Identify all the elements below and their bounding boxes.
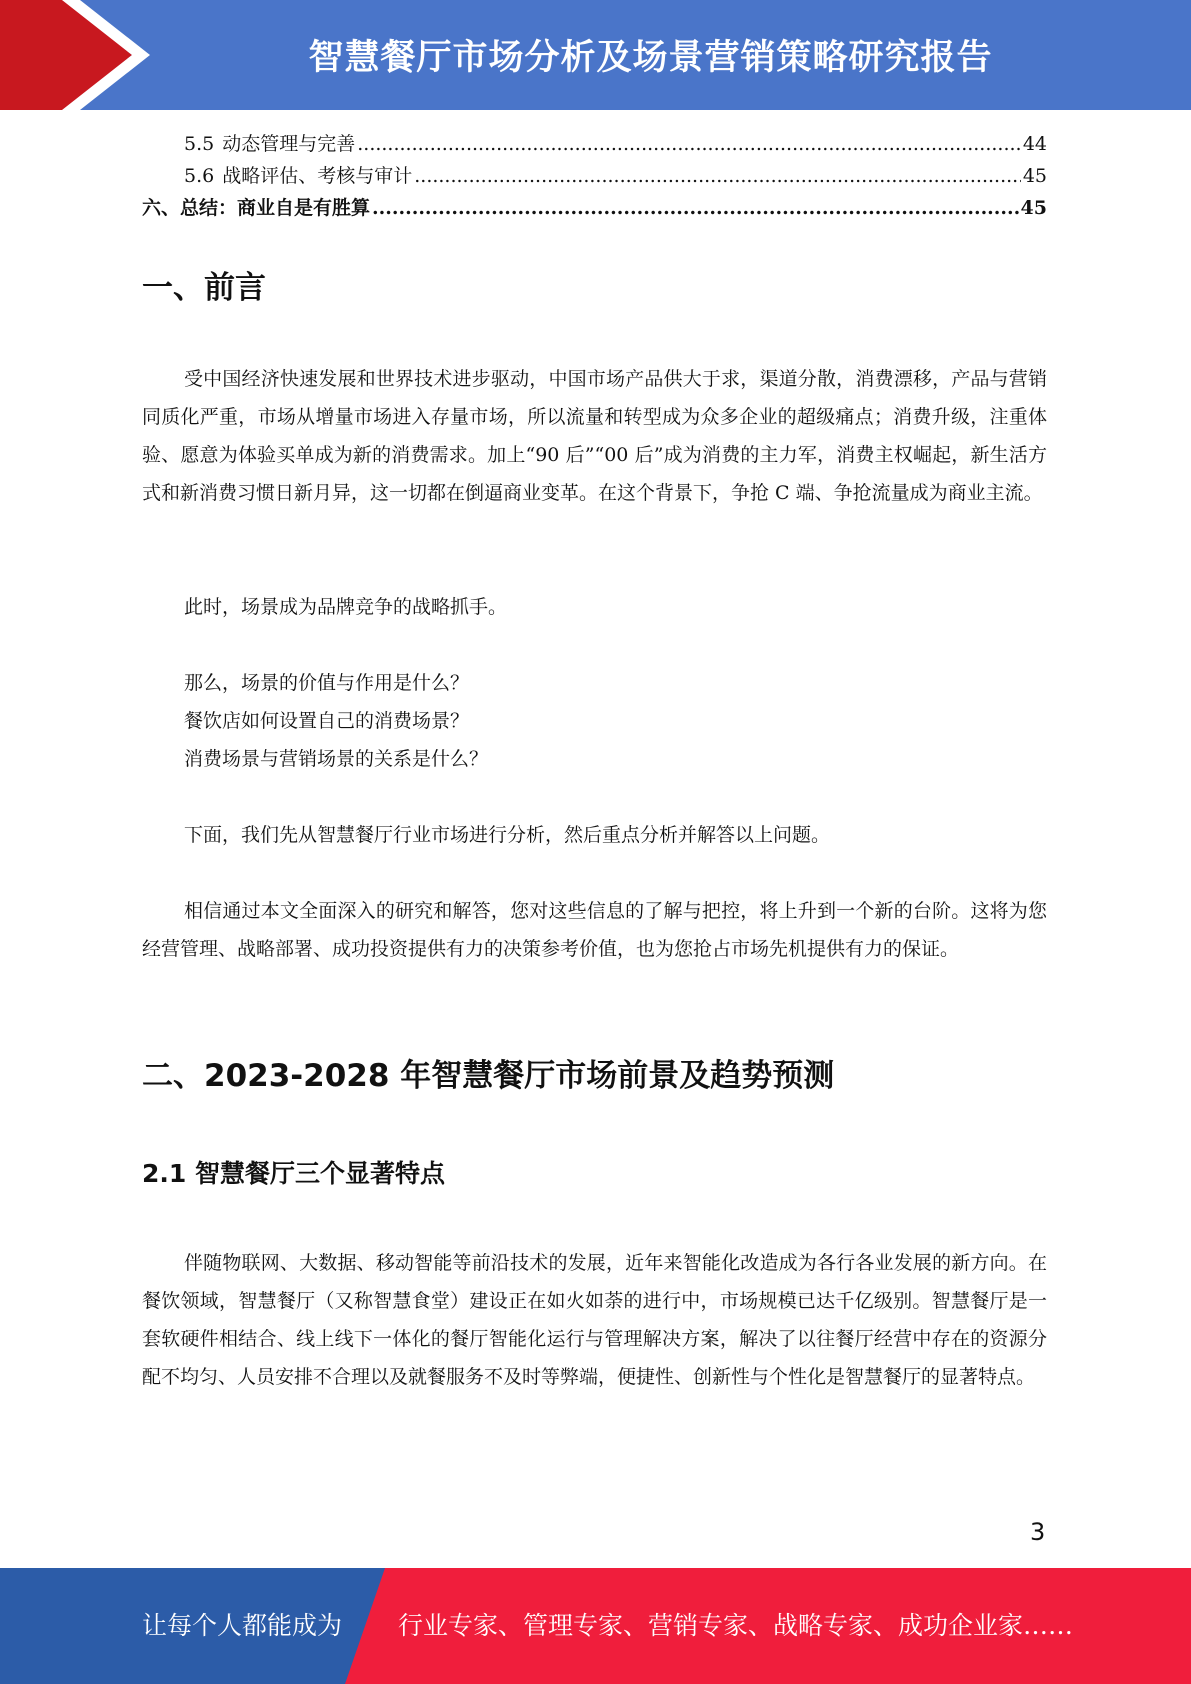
subsection-heading: 2.1 智慧餐厅三个显著特点	[142, 1159, 445, 1188]
paragraph: 受中国经济快速发展和世界技术进步驱动，中国市场产品供大于求，渠道分散，消费漂移，产品与营销同质化严重，市场从增量市场进入存量市场，所以流量和转型成为众多企业的超级痛点；消费升级，注重体验、愿意为体验买单成为新的消费需求。加上“90 后”“00 后”成为消费的主力军，消费主权崛起，新生活方式和新消费习惯日新月异，这一切都在倒逼商业变革。在这个背景下，争抢 C 端、争抢流量成为商业主流。	[142, 368, 1047, 504]
toc-dot-leader	[414, 160, 1021, 192]
report-title: 智慧餐厅市场分析及场景营销策略研究报告	[308, 38, 993, 78]
toc-entry-5-5[interactable]	[142, 128, 1047, 160]
table-of-contents	[142, 128, 1047, 224]
toc-entry-page: 45	[1022, 165, 1047, 187]
toc-dot-leader	[372, 192, 1019, 224]
page-header	[0, 0, 1191, 110]
toc-entry-title: 战略评估、考核与审计	[222, 165, 413, 187]
toc-entry-page: 44	[1022, 133, 1047, 155]
toc-entry-number: 5.6	[184, 165, 215, 187]
paragraph: 伴随物联网、大数据、移动智能等前沿技术的发展，近年来智能化改造成为各行各业发展的新方向。在餐饮领域，智慧餐厅（又称智慧食堂）建设正在如火如荼的进行中，市场规模已达千亿级别。智慧餐厅是一套软硬件相结合、线上线下一体化的餐厅智能化运行与管理解决方案，解决了以往餐厅经营中存在的资源分配不均匀、人员安排不合理以及就餐服务不及时等弊端，便捷性、创新性与个性化是智慧餐厅的显著特点。	[142, 1252, 1047, 1388]
toc-entry-title: 动态管理与完善	[222, 133, 356, 155]
toc-entry-title: 六、总结：商业自是有胜算	[142, 197, 371, 219]
toc-dot-leader	[357, 128, 1021, 160]
footer-slogan-left: 让每个人都能成为	[142, 1611, 343, 1640]
paragraph: 下面，我们先从智慧餐厅行业市场进行分析，然后重点分析并解答以上问题。	[184, 824, 831, 846]
section-heading-market-forecast: 二、2023-2028 年智慧餐厅市场前景及趋势预测	[142, 1058, 835, 1094]
page-number: 3	[1030, 1518, 1046, 1546]
header-red-arrow-decoration	[0, 0, 150, 110]
paragraph: 消费场景与营销场景的关系是什么？	[184, 748, 489, 770]
paragraph: 餐饮店如何设置自己的消费场景？	[184, 710, 470, 732]
toc-entry-number: 5.5	[184, 133, 215, 155]
paragraph: 此时，场景成为品牌竞争的战略抓手。	[184, 596, 508, 618]
toc-entry-5-6[interactable]	[142, 160, 1047, 192]
toc-entry-page: 45	[1020, 197, 1047, 219]
page-content	[142, 128, 1047, 1388]
paragraph: 相信通过本文全面深入的研究和解答，您对这些信息的了解与把控，将上升到一个新的台阶。这将为您经营管理、战略部署、成功投资提供有力的决策参考价值，也为您抢占市场先机提供有力的保证。	[142, 900, 1047, 960]
footer-slogan-right: 行业专家、管理专家、营销专家、战略专家、成功企业家……	[398, 1611, 1074, 1640]
paragraph: 那么，场景的价值与作用是什么？	[184, 672, 470, 694]
page-footer	[0, 1568, 1191, 1684]
section-heading-preface: 一、前言	[142, 270, 266, 306]
toc-entry-6[interactable]	[142, 192, 1047, 224]
